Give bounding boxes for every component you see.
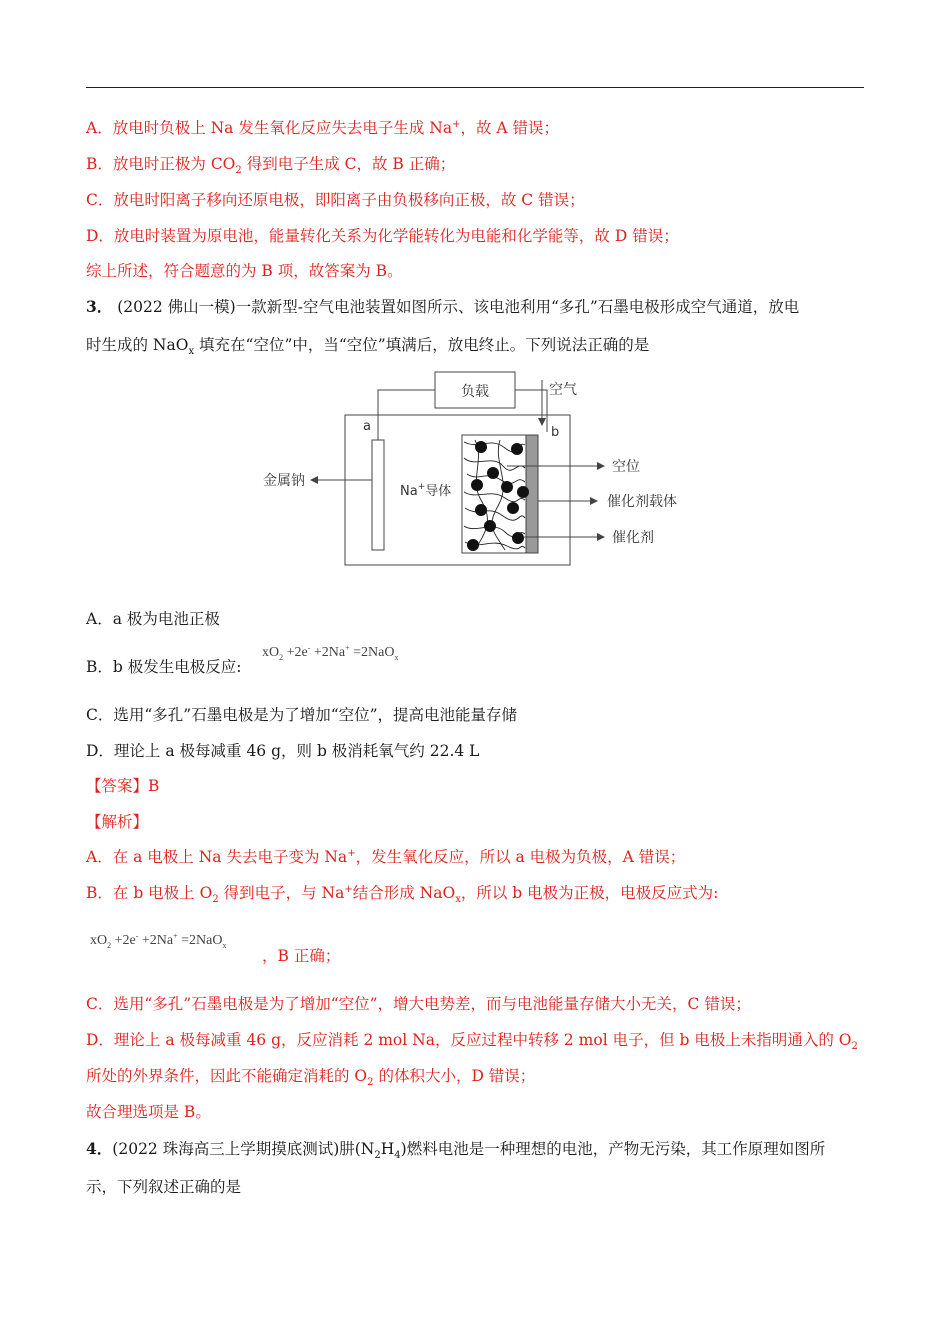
metal-na-arrowhead: [310, 476, 318, 484]
q4-stem-line2: 示，下列叙述正确的是: [86, 1178, 242, 1196]
q3-analysis-b: B．在 b 电极上 $O_2$ 得到电子，与 Na+结合形成 NaO$_x$，所以 b 电极为正极，电极反应式为:: [86, 883, 719, 906]
air-arrowhead: [538, 418, 546, 426]
battery-diagram: [255, 370, 695, 575]
q3-analysis-d-line1: D．理论上 a 极每减重 46 g，反应消耗 2 mol Na，反应过程中转移 2 mol 电子，但 b 电极上未指明通入的 $O_2$: [86, 1031, 858, 1053]
q3-option-b-formula: $xO_2 +2e^- +2Na^+ =2NaO_x$: [262, 643, 399, 662]
q3-option-b: B．b 极发生电极反应:: [86, 658, 242, 676]
prev-solution-summary: 综上所述，符合题意的为 B 项，故答案为 B。: [86, 262, 403, 280]
wire-a: [378, 390, 435, 530]
q3-stem-line2: 时生成的 NaO$_x$ 填充在“空位”中，当“空位”填满后，放电终止。下列说法正确的是: [86, 336, 650, 358]
header-rule: [86, 87, 864, 88]
sodium-electrode: [372, 440, 384, 550]
q3-analysis-b-conclusion: ，B 正确；: [262, 947, 341, 965]
prev-solution-a: A．放电时负极上 Na 发生氧化反应失去电子生成 Na+，故 A 错误；: [86, 118, 560, 137]
q3-option-d: D．理论上 a 极每减重 46 g，则 b 极消耗氧气约 22.4 L: [86, 742, 480, 760]
vacancy-arrowhead: [597, 462, 605, 470]
conductor-label: Na+导体: [400, 482, 452, 499]
prev-solution-d: D．放电时装置为原电池，能量转化关系为化学能转化为电能和化学能等，故 D 错误；: [86, 227, 679, 245]
catalyst-arrowhead: [597, 533, 605, 541]
metal-na-label: 金属钠: [263, 473, 305, 489]
electrode-b-label: b: [551, 425, 560, 440]
prev-solution-c: C．放电时阳离子移向还原电极，即阳离子由负极移向正极，故 C 错误；: [86, 191, 585, 209]
q3-option-c: C．选用“多孔”石墨电极是为了增加“空位”，提高电池能量存储: [86, 706, 518, 724]
q3-analysis-label: 【解析】: [86, 813, 149, 831]
q3-analysis-b-formula: $xO_2 +2e^- +2Na^+ =2NaO_x$: [90, 931, 227, 950]
load-label: 负载: [461, 384, 489, 400]
q3-option-a: A．a 极为电池正极: [86, 610, 220, 628]
q3-number: 3．: [86, 297, 113, 316]
prev-solution-b: B．放电时正极为 $CO_2$ 得到电子生成 C，故 B 正确；: [86, 155, 456, 177]
q3-analysis-c: C．选用“多孔”石墨电极是为了增加“空位”，增大电势差，而与电池能量存储大小无关，C 错误；: [86, 995, 751, 1013]
vacancy-label: 空位: [612, 459, 640, 475]
carrier-arrowhead: [590, 497, 598, 505]
q3-analysis-d-line2: 所处的外界条件，因此不能确定消耗的 $O_2$ 的体积大小，D 错误；: [86, 1067, 536, 1089]
q3-analysis-a: A．在 a 电极上 Na 失去电子变为 Na+，发生氧化反应，所以 a 电极为负极，A 错误；: [86, 847, 686, 866]
q3-answer: 【答案】B: [86, 777, 160, 795]
q3-analysis-conclusion: 故合理选项是 B。: [86, 1103, 211, 1121]
q4-stem-line1: 4．(2022 珠海高三上学期摸底测试)肼$(N_2H_4)$燃料电池是一种理想的电池，产物无污染，其工作原理如图所: [86, 1139, 826, 1162]
q3-stem-line1: 3． (2022 佛山一模)一款新型-空气电池装置如图所示、该电池利用“多孔”石墨电极形成空气通道，放电: [86, 297, 800, 316]
catalyst-label: 催化剂: [612, 530, 654, 546]
carrier-label: 催化剂载体: [607, 494, 677, 510]
q4-number: 4．: [86, 1139, 113, 1158]
air-label: 空气: [549, 382, 577, 398]
electrode-a-label: a: [363, 419, 371, 434]
